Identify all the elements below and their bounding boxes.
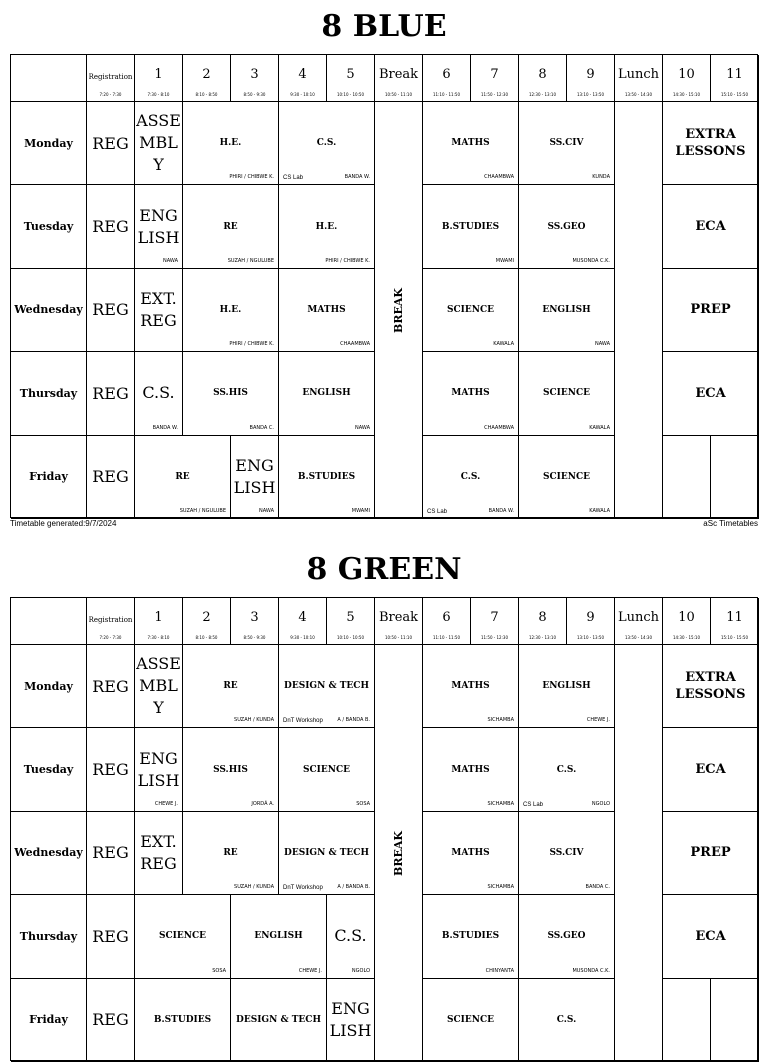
lesson-teacher: NAWA: [259, 507, 274, 514]
registration-cell: REG: [87, 185, 135, 268]
lesson-subject: ENGLISH: [302, 388, 351, 399]
lesson-subject: MATHS: [307, 304, 346, 315]
period-time: 8:10 - 8:50: [195, 92, 218, 97]
lesson-cell: [519, 352, 615, 435]
period-number: 4: [298, 610, 307, 625]
period-time: 15:10 - 15:50: [720, 635, 749, 640]
day-label: Wednesday: [11, 269, 87, 352]
lesson-cell: [423, 812, 519, 895]
header-period: [615, 598, 663, 645]
lesson-subject: DESIGN & TECH: [284, 681, 369, 692]
lesson-cell: [279, 102, 375, 185]
period-number: 8: [538, 67, 547, 82]
period-time: 13:50 - 14:30: [624, 635, 653, 640]
lesson-subject: C.S.: [316, 138, 337, 149]
header-period: [615, 55, 663, 102]
period-number: 4: [298, 67, 307, 82]
lesson-cell: [663, 812, 759, 895]
lesson-teacher: PHIRI / CHIBWE K.: [229, 174, 274, 181]
header-period: [135, 55, 183, 102]
lesson-cell: [519, 436, 615, 519]
lesson-teacher: CHEWE J.: [586, 717, 610, 724]
lesson-subject: MATHS: [451, 138, 490, 149]
lesson-cell: [135, 645, 183, 728]
timetable-title: 8 GREEN: [306, 552, 462, 587]
header-period: [423, 598, 471, 645]
footer-credit: aSc Timetables: [703, 519, 758, 528]
lesson-cell: [663, 728, 759, 811]
lesson-subject: C.S.: [556, 1014, 577, 1025]
period-number: 5: [346, 610, 355, 625]
lesson-subject: EXTRA LESSONS: [675, 670, 746, 703]
lesson-cell: [183, 352, 279, 435]
header-period: [519, 55, 567, 102]
lesson-cell: [279, 185, 375, 268]
lesson-teacher: SICHAMBA: [487, 717, 514, 724]
header-period: [567, 55, 615, 102]
header-period: [663, 55, 711, 102]
header-period: [183, 55, 231, 102]
lesson-teacher: A / BANDA B.: [337, 717, 370, 724]
lesson-subject: RE: [175, 471, 190, 482]
registration-cell: REG: [87, 645, 135, 728]
period-number: 11: [726, 67, 743, 82]
day-label: Tuesday: [11, 185, 87, 268]
lesson-subject: EXT. REG: [140, 831, 177, 873]
header-period: [375, 598, 423, 645]
lesson-cell: [231, 895, 327, 978]
day-label: Friday: [11, 436, 87, 519]
timetable-title: 8 BLUE: [321, 9, 447, 44]
footer-generated: Timetable generated:9/7/2024: [10, 519, 117, 528]
lesson-cell: [423, 979, 519, 1062]
lesson-teacher: KAWALA: [493, 341, 514, 348]
period-time: 10:50 - 11:10: [384, 635, 413, 640]
day-label: Thursday: [11, 895, 87, 978]
lesson-cell: [279, 812, 375, 895]
lesson-subject: ASSE MBL Y: [136, 654, 181, 718]
lesson-teacher: CHEWE J.: [298, 967, 322, 974]
period-time: 13:10 - 13:50: [576, 635, 605, 640]
break-label: BREAK: [391, 287, 405, 333]
lesson-teacher: MUSONDA C.K.: [572, 257, 610, 264]
lesson-room: DnT Workshop: [283, 718, 323, 725]
lesson-teacher: PHIRI / CHIBWE K.: [229, 341, 274, 348]
lesson-cell: [279, 352, 375, 435]
lesson-subject: C.S.: [142, 383, 175, 403]
lesson-teacher: BANDA C.: [249, 424, 274, 431]
lesson-teacher: NAWA: [163, 257, 178, 264]
lesson-cell: [135, 979, 231, 1062]
lesson-cell: [183, 102, 279, 185]
period-time: 15:10 - 15:50: [720, 92, 749, 97]
lesson-subject: B.STUDIES: [441, 931, 500, 942]
header-period: [471, 55, 519, 102]
header-period: [663, 598, 711, 645]
lesson-teacher: KAWALA: [589, 507, 610, 514]
lesson-teacher: CHAAMBWA: [484, 174, 514, 181]
period-time: 8:50 - 9:30: [243, 92, 266, 97]
lesson-cell: [519, 812, 615, 895]
lesson-subject: SS.CIV: [549, 847, 584, 858]
lesson-subject: MATHS: [451, 764, 490, 775]
lesson-cell: [279, 269, 375, 352]
lesson-cell: [519, 728, 615, 811]
lesson-subject: PREP: [690, 845, 731, 861]
lesson-cell: [663, 185, 759, 268]
header-period: [183, 598, 231, 645]
lesson-subject: DESIGN & TECH: [284, 847, 369, 858]
period-time: 13:10 - 13:50: [576, 92, 605, 97]
period-time: 7:20 - 7:30: [99, 635, 122, 640]
lesson-teacher: BANDA W.: [152, 424, 178, 431]
day-label: Monday: [11, 645, 87, 728]
period-time: 10:10 - 10:50: [336, 92, 365, 97]
registration-cell: REG: [87, 102, 135, 185]
lesson-subject: ECA: [695, 928, 726, 944]
header-corner: [11, 598, 87, 645]
lesson-cell: [663, 895, 759, 978]
period-number: 10: [678, 610, 695, 625]
lesson-subject: MATHS: [451, 847, 490, 858]
header-corner: [11, 55, 87, 102]
lesson-subject: EXT. REG: [140, 288, 177, 330]
period-time: 14:30 - 15:10: [672, 635, 701, 640]
lesson-cell: [423, 728, 519, 811]
lesson-room: CS Lab: [523, 801, 544, 808]
header-period: [375, 55, 423, 102]
lesson-cell: [183, 645, 279, 728]
lesson-teacher: JORDÁ A.: [251, 800, 274, 807]
lunch-column: [615, 102, 663, 519]
period-time: 8:50 - 9:30: [243, 635, 266, 640]
lesson-teacher: SUZAH / KUNDA: [234, 717, 274, 724]
lesson-subject: SS.GEO: [547, 931, 586, 942]
period-time: 7:30 - 8:10: [147, 635, 170, 640]
period-time: 8:10 - 8:50: [195, 635, 218, 640]
header-period: [423, 55, 471, 102]
lesson-teacher: PHIRI / CHIBWE K.: [325, 257, 370, 264]
period-time: 14:30 - 15:10: [672, 92, 701, 97]
lesson-cell: [135, 895, 231, 978]
lesson-subject: MATHS: [451, 681, 490, 692]
period-time: 10:10 - 10:50: [336, 635, 365, 640]
lesson-cell: [231, 979, 327, 1062]
lesson-teacher: NGOLO: [591, 800, 610, 807]
break-column: [375, 645, 423, 1062]
lesson-subject: RE: [223, 681, 238, 692]
header-period: [711, 55, 759, 102]
lesson-teacher: NGOLO: [351, 967, 370, 974]
lesson-cell: [423, 436, 519, 519]
lesson-subject: H.E.: [219, 304, 242, 315]
lesson-teacher: SUZAH / NGULUBE: [227, 257, 274, 264]
lesson-subject: ENG LISH: [233, 455, 276, 497]
period-number: 8: [538, 610, 547, 625]
lesson-cell: [135, 812, 183, 895]
header-period: [711, 598, 759, 645]
lesson-cell: [519, 645, 615, 728]
lesson-subject: ASSE MBL Y: [136, 111, 181, 175]
lesson-cell: [423, 352, 519, 435]
lesson-cell: [279, 728, 375, 811]
header-period: [279, 598, 327, 645]
period-number: 7: [490, 67, 499, 82]
lesson-cell: [231, 436, 279, 519]
period-number: 10: [678, 67, 695, 82]
lesson-teacher: MWAMI: [351, 507, 370, 514]
period-time: 9:30 - 10:10: [290, 635, 315, 640]
lesson-cell: [135, 352, 183, 435]
lesson-subject: ENG LISH: [329, 998, 372, 1040]
lesson-cell: [135, 436, 231, 519]
header-registration: [87, 55, 135, 102]
lesson-teacher: SOSA: [212, 967, 226, 974]
header-period: [471, 598, 519, 645]
period-number: 1: [154, 610, 163, 625]
lesson-subject: ENGLISH: [542, 681, 591, 692]
lesson-cell: [663, 645, 759, 728]
lesson-cell: [423, 645, 519, 728]
empty-cell: [711, 436, 759, 519]
lesson-subject: SCIENCE: [447, 304, 494, 315]
period-number: 1: [154, 67, 163, 82]
lesson-cell: [519, 102, 615, 185]
lesson-cell: [279, 436, 375, 519]
registration-cell: REG: [87, 728, 135, 811]
period-time: 12:30 - 13:10: [528, 635, 557, 640]
lesson-subject: ECA: [695, 385, 726, 401]
lesson-cell: [519, 269, 615, 352]
lesson-subject: SCIENCE: [543, 471, 590, 482]
lesson-subject: C.S.: [556, 764, 577, 775]
period-number: 6: [442, 67, 451, 82]
empty-cell: [711, 979, 759, 1062]
period-time: 11:50 - 12:30: [480, 635, 509, 640]
header-period: [231, 55, 279, 102]
lesson-teacher: NAWA: [355, 424, 370, 431]
lesson-cell: [423, 102, 519, 185]
timetable-grid: [10, 597, 758, 1061]
lesson-cell: [663, 102, 759, 185]
day-label: Friday: [11, 979, 87, 1062]
lesson-cell: [135, 185, 183, 268]
header-period: [519, 598, 567, 645]
lesson-teacher: NAWA: [595, 341, 610, 348]
lesson-teacher: CHINYANTA: [485, 967, 514, 974]
period-number: 2: [202, 67, 211, 82]
header-period: [567, 598, 615, 645]
header-period: [327, 55, 375, 102]
header-registration: [87, 598, 135, 645]
empty-cell: [663, 979, 711, 1062]
lesson-cell: [663, 352, 759, 435]
lesson-subject: DESIGN & TECH: [236, 1014, 321, 1025]
registration-cell: REG: [87, 352, 135, 435]
lesson-subject: ECA: [695, 219, 726, 235]
lesson-teacher: BANDA C.: [585, 884, 610, 891]
lesson-cell: [327, 979, 375, 1062]
lesson-subject: SS.GEO: [547, 221, 586, 232]
period-number: Lunch: [617, 67, 660, 82]
day-label: Monday: [11, 102, 87, 185]
lesson-cell: [183, 812, 279, 895]
lesson-teacher: KUNDA: [592, 174, 610, 181]
day-label: Tuesday: [11, 728, 87, 811]
header-period: [327, 598, 375, 645]
period-number: 9: [586, 67, 595, 82]
period-number: 9: [586, 610, 595, 625]
lesson-cell: [183, 185, 279, 268]
registration-cell: REG: [87, 979, 135, 1062]
timetable-grid: [10, 54, 758, 518]
lesson-cell: [423, 269, 519, 352]
period-number: 6: [442, 610, 451, 625]
lesson-subject: SCIENCE: [543, 388, 590, 399]
lesson-cell: [423, 185, 519, 268]
lesson-room: CS Lab: [283, 175, 304, 182]
lesson-cell: [183, 728, 279, 811]
period-number: 7: [490, 610, 499, 625]
registration-cell: REG: [87, 895, 135, 978]
lesson-teacher: MUSONDA C.K.: [572, 967, 610, 974]
lesson-teacher: SICHAMBA: [487, 800, 514, 807]
lesson-subject: PREP: [690, 302, 731, 318]
lesson-subject: SCIENCE: [447, 1014, 494, 1025]
lesson-subject: ECA: [695, 762, 726, 778]
period-number: Lunch: [617, 610, 660, 625]
lesson-subject: ENGLISH: [542, 304, 591, 315]
lesson-cell: [279, 645, 375, 728]
period-number: 2: [202, 610, 211, 625]
lesson-cell: [327, 895, 375, 978]
lesson-teacher: SICHAMBA: [487, 884, 514, 891]
period-number: 5: [346, 67, 355, 82]
period-time: 10:50 - 11:10: [384, 92, 413, 97]
lesson-teacher: CHEWE J.: [154, 800, 178, 807]
lesson-subject: ENGLISH: [254, 931, 303, 942]
lesson-cell: [663, 269, 759, 352]
lesson-room: CS Lab: [427, 508, 448, 515]
lesson-subject: H.E.: [219, 138, 242, 149]
period-time: 12:30 - 13:10: [528, 92, 557, 97]
period-time: 9:30 - 10:10: [290, 92, 315, 97]
header-period: [279, 55, 327, 102]
registration-cell: REG: [87, 436, 135, 519]
registration-cell: REG: [87, 812, 135, 895]
period-time: 13:50 - 14:30: [624, 92, 653, 97]
lesson-cell: [135, 269, 183, 352]
break-label: BREAK: [391, 830, 405, 876]
lesson-cell: [135, 102, 183, 185]
lesson-teacher: SUZAH / KUNDA: [234, 884, 274, 891]
day-label: Wednesday: [11, 812, 87, 895]
lesson-subject: C.S.: [334, 926, 367, 946]
lesson-cell: [519, 185, 615, 268]
lesson-teacher: A / BANDA B.: [337, 884, 370, 891]
lesson-cell: [519, 895, 615, 978]
period-number: 3: [250, 610, 259, 625]
period-time: 7:20 - 7:30: [99, 92, 122, 97]
lesson-cell: [183, 269, 279, 352]
lesson-subject: ENG LISH: [137, 748, 180, 790]
period-number: Break: [378, 610, 419, 625]
header-period: [135, 598, 183, 645]
day-label: Thursday: [11, 352, 87, 435]
lesson-subject: B.STUDIES: [441, 221, 500, 232]
lesson-teacher: SOSA: [356, 800, 370, 807]
lesson-subject: C.S.: [460, 471, 481, 482]
lesson-subject: SS.CIV: [549, 138, 584, 149]
period-time: 11:50 - 12:30: [480, 92, 509, 97]
period-number: 3: [250, 67, 259, 82]
lesson-cell: [423, 895, 519, 978]
period-time: 11:10 - 11:50: [432, 92, 461, 97]
lesson-subject: RE: [223, 221, 238, 232]
break-column: [375, 102, 423, 519]
lesson-subject: EXTRA LESSONS: [675, 127, 746, 160]
registration-cell: REG: [87, 269, 135, 352]
period-number: Break: [378, 67, 419, 82]
registration-label: Registration: [88, 616, 133, 624]
header-period: [231, 598, 279, 645]
lesson-teacher: MWAMI: [495, 257, 514, 264]
lesson-teacher: SUZAH / NGULUBE: [179, 507, 226, 514]
lesson-subject: B.STUDIES: [297, 471, 356, 482]
lesson-subject: H.E.: [315, 221, 338, 232]
period-time: 7:30 - 8:10: [147, 92, 170, 97]
lesson-room: DnT Workshop: [283, 885, 323, 892]
lesson-cell: [135, 728, 183, 811]
period-number: 11: [726, 610, 743, 625]
lesson-teacher: CHAAMBWA: [484, 424, 514, 431]
lesson-cell: [519, 979, 615, 1062]
lesson-teacher: BANDA W.: [344, 174, 370, 181]
lesson-subject: B.STUDIES: [153, 1014, 212, 1025]
lesson-subject: RE: [223, 847, 238, 858]
lesson-teacher: CHAAMBWA: [340, 341, 370, 348]
lesson-subject: SCIENCE: [159, 931, 206, 942]
lesson-subject: ENG LISH: [137, 205, 180, 247]
lunch-column: [615, 645, 663, 1062]
lesson-subject: SS.HIS: [213, 388, 248, 399]
empty-cell: [663, 436, 711, 519]
lesson-subject: SCIENCE: [303, 764, 350, 775]
registration-label: Registration: [88, 73, 133, 81]
period-time: 11:10 - 11:50: [432, 635, 461, 640]
lesson-subject: MATHS: [451, 388, 490, 399]
lesson-teacher: BANDA W.: [488, 507, 514, 514]
lesson-teacher: KAWALA: [589, 424, 610, 431]
lesson-subject: SS.HIS: [213, 764, 248, 775]
